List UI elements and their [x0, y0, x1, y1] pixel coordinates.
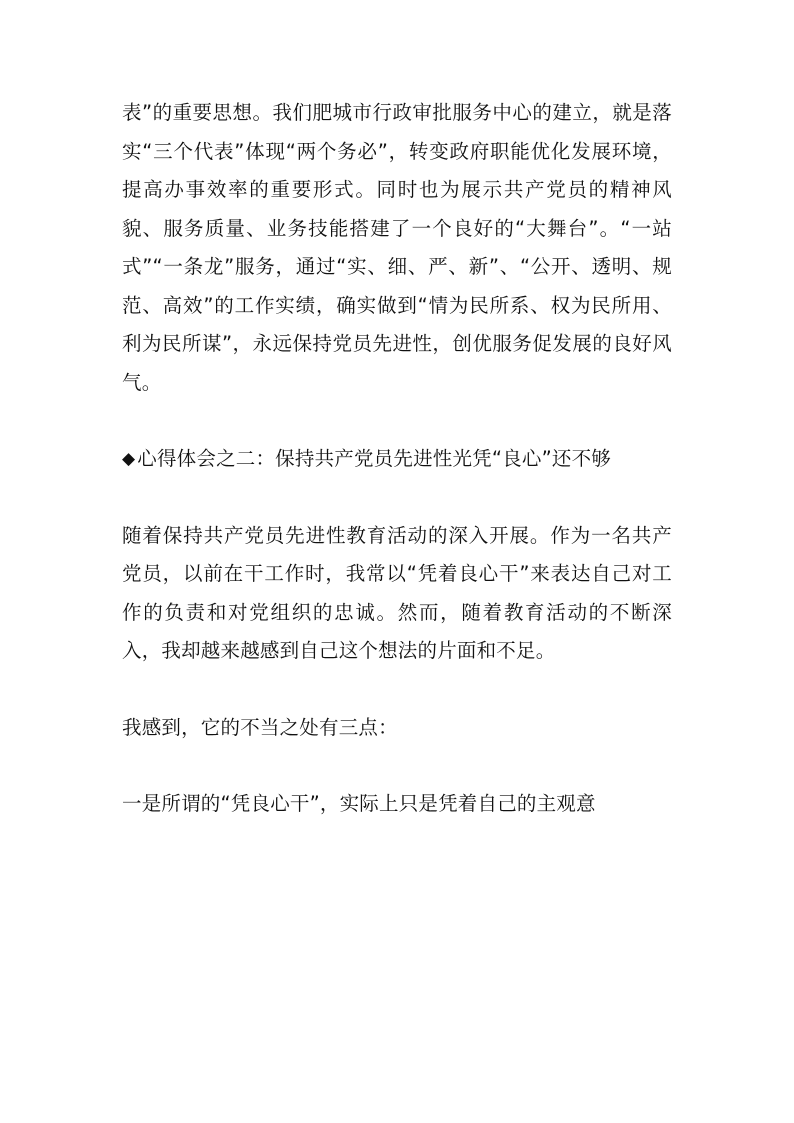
document-body — [122, 94, 672, 824]
paragraph-spacer — [122, 402, 672, 440]
paragraph-spacer — [122, 671, 672, 709]
paragraph-3: 我感到，它的不当之处有三点： — [122, 715, 398, 739]
diamond-bullet-icon: ◆ — [122, 449, 136, 469]
section-heading-text: 心得体会之二：保持共产党员先进性光凭“良心”还不够 — [137, 447, 611, 470]
paragraph-4: 一是所谓的“凭良心干”，实际上只是凭着自己的主观意 — [122, 792, 596, 815]
section-heading — [122, 440, 672, 479]
paragraph-1: 表”的重要思想。我们肥城市行政审批服务中心的建立，就是落实“三个代表”体现“两个务必”，转变政府职能优化发展环境，提高办事效率的重要形式。同时也为展示共产党员的精神风貌、服务质量、业务技能搭建了一个良好的“大舞台”。“一站式”“一条龙”服务，通过“实、细、严、新”、“公开、透明、规范、高效”的工作实绩，确实做到“情为民所系、权为民所用、利为民所谋”，永远保持党员先进性，创优服务促发展的良好风气。 — [122, 101, 672, 394]
paragraph-spacer — [122, 479, 672, 517]
paragraph-2: 随着保持共产党员先进性教育活动的深入开展。作为一名共产党员，以前在干工作时，我常以“凭着良心干”来表达自己对工作的负责和对党组织的忠诚。然而，随着教育活动的不断深入，我却越来越感到自己这个想法的片面和不足。 — [122, 523, 672, 662]
paragraph-spacer — [122, 747, 672, 785]
